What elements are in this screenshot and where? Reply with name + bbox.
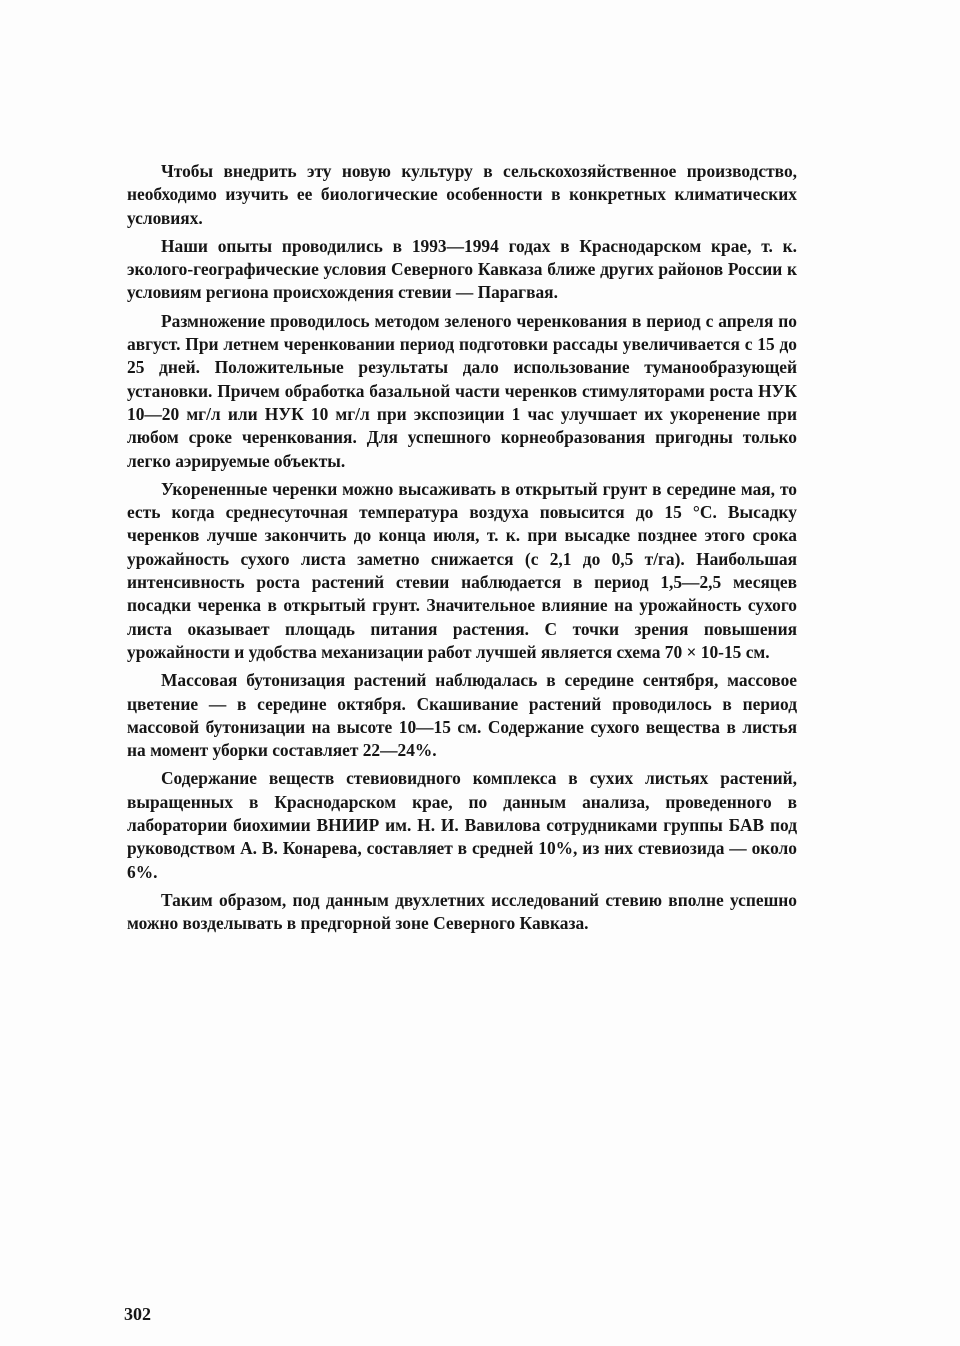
paragraph: Таким образом, под данным двухлетних исследований стевию вполне успешно можно возделывать в предгорной зоне Северного Кавказа. <box>127 889 797 934</box>
paragraph: Массовая бутонизация растений наблюдалась в середине сентября, массовое цветение — в середине октября. Скашивание растений проводилось в период массовой бутонизации на высоте 10—15 см. Содержание сухого вещества в листья на момент уборки составляет 22—24%. <box>127 670 797 761</box>
paragraph: Укорененные черенки можно высаживать в открытый грунт в середине мая, то есть когда среднесуточная температура воздуха повысится до 15 °С. Высадку черенков лучше закончить до конца июля, т. к. при высадке позднее этого срока урожайность сухого листа заметно снижается (с 2,1 до 0,5 т/га). Наибольшая интенсивность роста растений стевии наблюдается в период 1,5—2,5 месяцев посадки черенка в открытый грунт. Значительное влияние на урожайность сухого листа оказывает площадь питания растения. С точки зрения повышения урожайности и удобства механизации работ лучшей является схема 70 × 10-15 см. <box>127 478 797 662</box>
paragraph: Наши опыты проводились в 1993—1994 годах в Краснодарском крае, т. к. эколого-географические условия Северного Кавказа ближе других районов России к условиям региона происхождения стевии — Парагвая. <box>127 235 797 303</box>
paragraph: Содержание веществ стевиовидного комплекса в сухих листьях растений, выращенных в Краснодарском крае, по данным анализа, проведенного в лаборатории биохимии ВНИИР им. Н. И. Вавилова сотрудниками группы БАВ под руководством А. В. Конарева, составляет в средней 10%, из них стевиозида — около 6%. <box>127 768 797 882</box>
page-number: 302 <box>124 1304 151 1324</box>
body-text <box>127 160 797 941</box>
paragraph: Размножение проводилось методом зеленого черенкования в период с апреля по август. При летнем черенковании период подготовки рассады увеличивается с 15 до 25 дней. Положительные результаты дало использование туманообразующей установки. Причем обработка базальной части черенков стимуляторами роста НУК 10—20 мг/л или НУК 10 мг/л при экспозиции 1 час улучшает их укоренение при любом сроке черенкования. Для успешного корнеобразования пригодны только легко аэрируемые объекты. <box>127 310 797 471</box>
paragraph: Чтобы внедрить эту новую культуру в сельскохозяйственное производство, необходимо изучить ее биологические особенности в конкретных климатических условиях. <box>127 161 797 228</box>
